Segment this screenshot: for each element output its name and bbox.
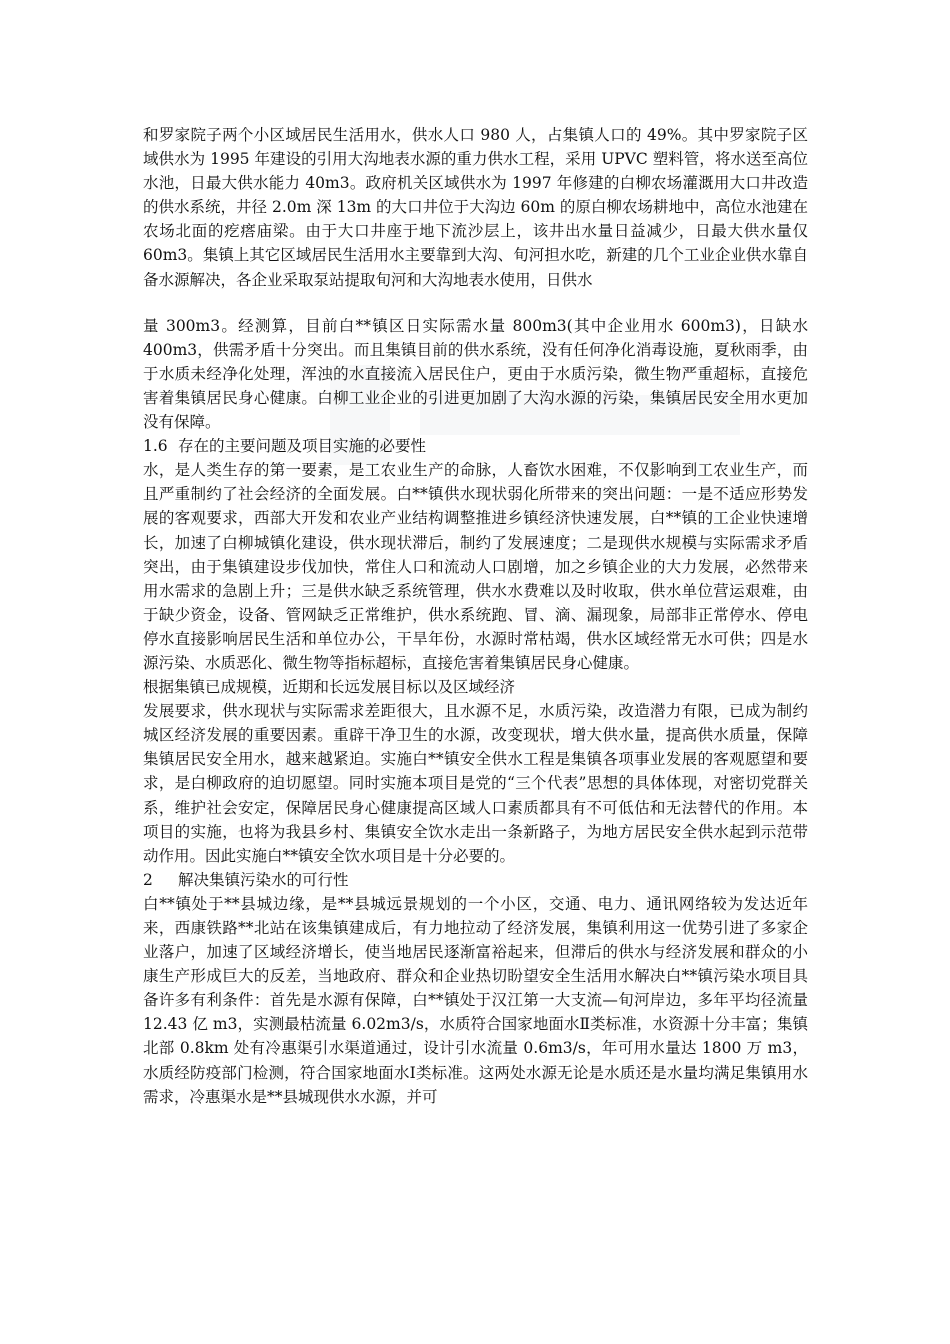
document-body [143, 123, 808, 1109]
paragraph-development-goals: 根据集镇已成规模，近期和长远发展目标以及区域经济 [143, 678, 516, 697]
section-number: 1.6 [143, 437, 168, 456]
paragraph-feasibility: 白**镇处于**县城边缘，是**县城远景规划的一个小区，交通、电力、通讯网络较为发达近年来，西康铁路**北站在该集镇建成后，有力地拉动了经济发展，集镇利用这一优势引进了多家企业落户，加速了区域经济增长，使当地居民逐渐富裕起来，但滞后的供水与经济发展和群众的小康生产形成巨大的反差，当地政府、群众和企业热切盼望安全生活用水解决白**镇污染水项目具备许多有利条件：首先是水源有保障，白**镇处于汉江第一大支流—旬河岸边，多年平均径流量 12.43 亿 m3，实测最枯流量 6.02m3/s，水质符合国家地面水Ⅱ类标准，水资源十分丰富；集镇北部 0.8km 处有冷惠渠引水渠道通过，设计引水流量 0.6m3/s，年可用水量达 1800 万 m3，水质经防疫部门检测，符合国家地面水Ⅰ类标准。这两处水源无论是水质还是水量均满足集镇用水需求，冷惠渠水是**县城现供水水源，并可 [143, 894, 808, 1106]
section-number: 2 [143, 870, 153, 889]
section-heading-1-6 [143, 434, 808, 458]
section-title: 存在的主要问题及项目实施的必要性 [177, 437, 426, 456]
paragraph-water-demand: 量 300m3。经测算，目前白**镇区日实际需水量 800m3(其中企业用水 600m3)，日缺水 400m3，供需矛盾十分突出。而且集镇目前的供水系统，没有任何净化消毒设施，夏秋雨季，由于水质未经净化处理，浑浊的水直接流入居民住户，更由于水质污染，微生物严重超标，直接危害着集镇居民身心健康。白柳工业企业的引进更加剧了大沟水源的污染，集镇居民安全用水更加没有保障。 [143, 316, 808, 432]
paragraph-problems: 水，是人类生存的第一要素，是工农业生产的命脉，人畜饮水困难，不仅影响到工农业生产，而且严重制约了社会经济的全面发展。白**镇供水现状弱化所带来的突出问题：一是不适应形势发展的客观要求，西部大开发和农业产业结构调整推进乡镇经济快速发展，白**镇的工企业快速增长，加速了白柳城镇化建设，供水现状滞后，制约了发展速度；二是现供水规模与实际需求矛盾突出，由于集镇建设步伐加快，常住人口和流动人口剧增，加之乡镇企业的大力发展，必然带来用水需求的急剧上升；三是供水缺乏系统管理，供水水费难以及时收取，供水单位营运艰难，由于缺少资金，设备、管网缺乏正常维护，供水系统跑、冒、滴、漏现象，局部非正常停水、停电停水直接影响居民生活和单位办公，干旱年份，水源时常枯竭，供水区域经常无水可供；四是水源污染、水质恶化、微生物等指标超标，直接危害着集镇居民身心健康。 [143, 461, 808, 672]
section-title: 解决集镇污染水的可行性 [177, 870, 349, 889]
paragraph-necessity: 发展要求，供水现状与实际需求差距很大，且水源不足，水质污染，改造潜力有限，已成为制约城区经济发展的重要因素。重辟干净卫生的水源，改变现状，增大供水量，提高供水质量，保障集镇居民安全用水，越来越紧迫。实施白**镇安全供水工程是集镇各项事业发展的客观愿望和要求，是白柳政府的迫切愿望。同时实施本项目是党的“三个代表”思想的具体体现，对密切党群关系，维护社会安定，保障居民身心健康提高区域人口素质都具有不可低估和无法替代的作用。本项目的实施，也将为我县乡村、集镇安全饮水走出一条新路子，为地方居民安全供水起到示范带动作用。因此实施白**镇安全饮水项目是十分必要的。 [143, 702, 808, 865]
section-heading-2 [143, 868, 808, 892]
paragraph-water-supply-status: 和罗家院子两个小区域居民生活用水，供水人口 980 人，占集镇人口的 49%。其中罗家院子区域供水为 1995 年建设的引用大沟地表水源的重力供水工程，采用 UPVC 塑料管，将水送至高位水池，日最大供水能力 40m3。政府机关区域供水为 1997 年修建的白柳农场灌溉用大口井改造的供水系统，井径 2.0m 深 13m 的大口井位于大沟边 60m 的原白柳农场耕地中，高位水池建在农场北面的疙瘩庙梁。由于大口井座于地下流沙层上，该井出水量日益减少，日最大供水量仅 60m3。集镇上其它区域居民生活用水主要靠到大沟、旬河担水吃，新建的几个工业企业供水靠自备水源解决，各企业采取泵站提取旬河和大沟地表水使用，日供水 [143, 126, 808, 289]
page-break-gap [143, 292, 808, 314]
